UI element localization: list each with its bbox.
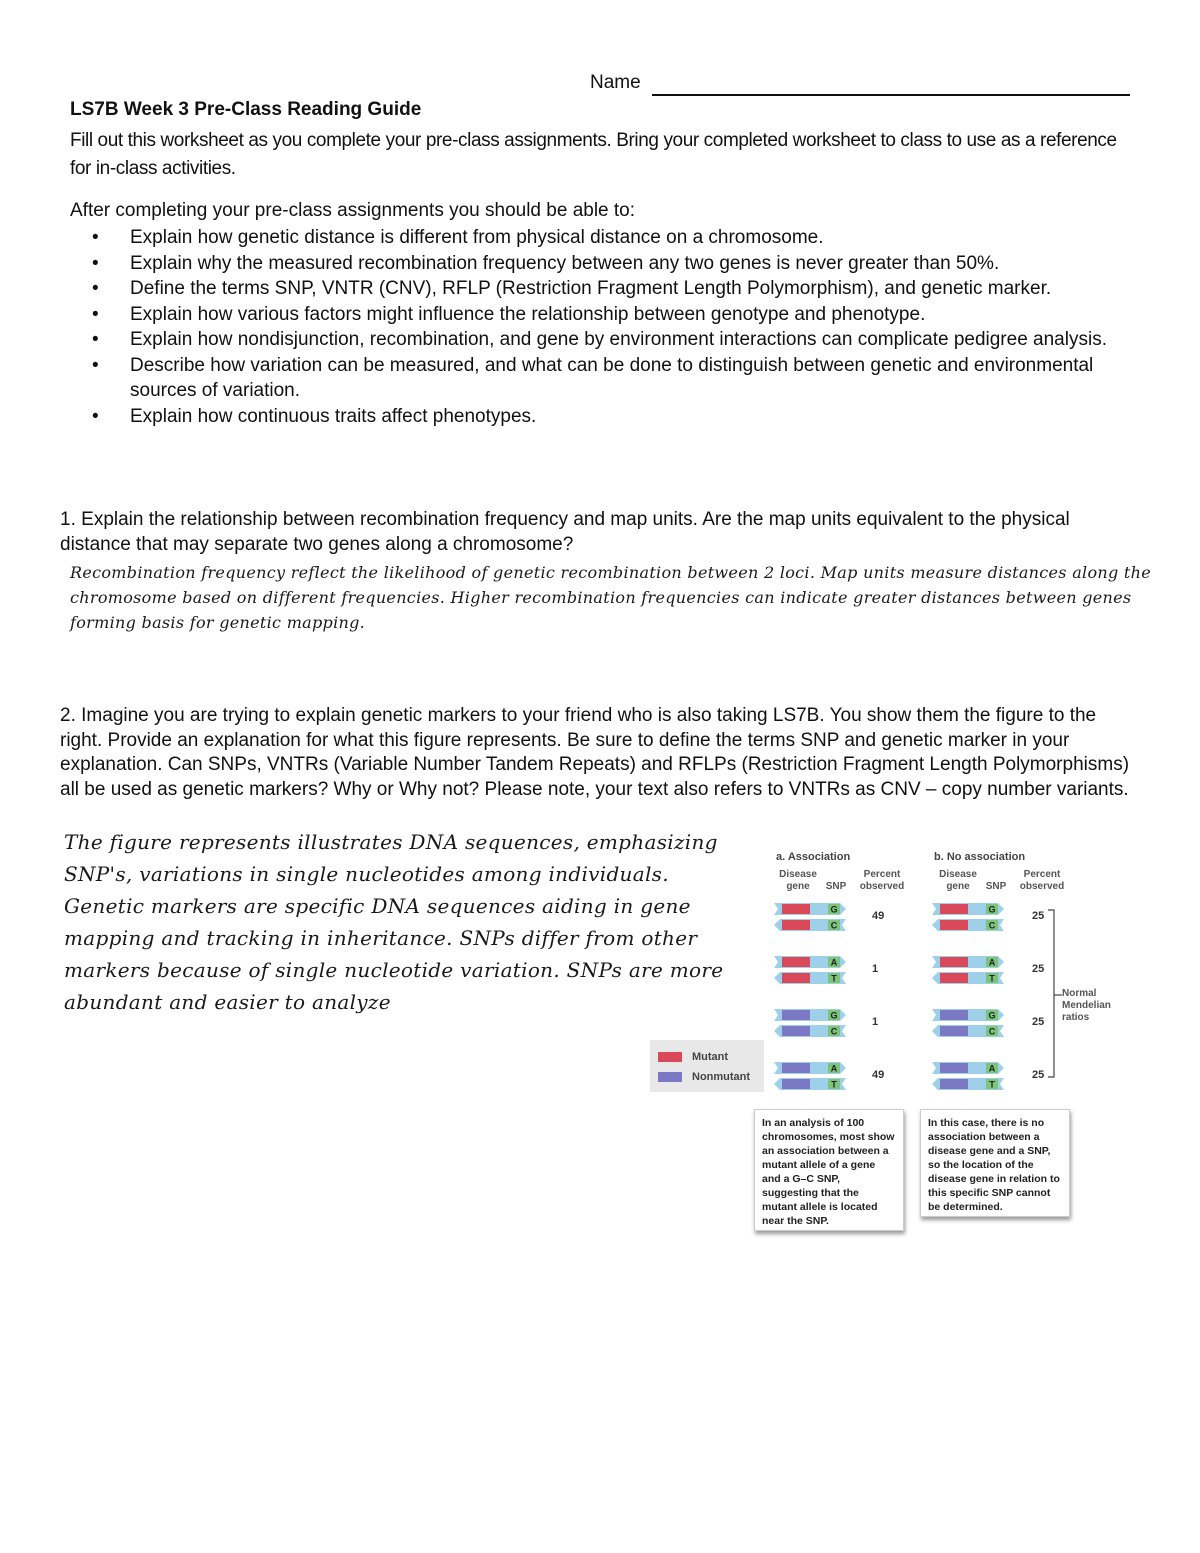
objective-item: • Describe how variation can be measured, and what can be done to distinguish between genetic and environmental sources of variation. bbox=[70, 353, 1145, 404]
panel-a-gene-header: Disease gene bbox=[779, 869, 817, 892]
panel-b-percent-header: Percent observed bbox=[1019, 869, 1065, 892]
intro-text: Fill out this worksheet as you complete your pre-class assignments. Bring your completed worksheet to class to use as a reference for in-class activities. bbox=[70, 130, 1117, 179]
snp-top-base: G bbox=[830, 904, 838, 915]
objective-item: • Define the terms SNP, VNTR (CNV), RFLP (Restriction Fragment Length Polymorphism), and genetic marker. bbox=[70, 276, 1145, 302]
question-2 bbox=[60, 704, 1140, 802]
snp-bottom-base: C bbox=[830, 1026, 838, 1037]
panel-b-caption: In this case, there is no association between a disease gene and a SNP, so the location of the disease gene in relation to this specific SNP cannot be determined. bbox=[920, 1109, 1070, 1217]
snp-top-base: G bbox=[988, 904, 996, 915]
snp-top-base: A bbox=[830, 1063, 838, 1074]
panel-b-percent-value: 25 bbox=[1032, 1016, 1045, 1028]
snp-association-figure bbox=[650, 845, 1111, 1235]
snp-bottom-base: T bbox=[989, 973, 995, 984]
question-1-text: Explain the relationship between recombination frequency and map units. Are the map units equivalent to the physical distance that may separate two genes along a chromosome? bbox=[60, 509, 1070, 555]
panel-a-dna-pair bbox=[774, 1006, 854, 1040]
panel-a-caption: In an analysis of 100 chromosomes, most show an association between a mutant allele of a gene and a G–C SNP, suggesting that the mutant allele is located near the SNP. bbox=[754, 1109, 904, 1231]
panel-b-dna-pair bbox=[932, 953, 1012, 987]
answer-1[interactable]: Recombination frequency reflect the likelihood of genetic recombination between 2 loci. Map units measure distances along the chromosome based on different frequencies. Higher recombination frequencies can indicate greater distances between genes forming basis for genetic mapping. bbox=[70, 563, 1152, 632]
legend-nonmutant-label: Nonmutant bbox=[692, 1070, 751, 1083]
panel-a-snp-header: SNP bbox=[825, 881, 847, 892]
mutant-swatch bbox=[658, 1052, 682, 1062]
panel-b-snp-header: SNP bbox=[985, 881, 1007, 892]
snp-top-base: G bbox=[830, 1010, 838, 1021]
name-label: Name bbox=[590, 72, 641, 93]
snp-bottom-base: T bbox=[989, 1079, 995, 1090]
snp-top-base: A bbox=[988, 957, 996, 968]
objective-item: • Explain how genetic distance is different from physical distance on a chromosome. bbox=[70, 225, 1145, 251]
panel-b-dna-pair bbox=[932, 900, 1012, 934]
panel-b-percent-value: 25 bbox=[1032, 1069, 1045, 1081]
panel-b-title: b. No association bbox=[934, 851, 1026, 863]
panel-a-percent-value: 1 bbox=[872, 1016, 879, 1028]
objectives-lead: After completing your pre-class assignments you should be able to: bbox=[70, 200, 636, 221]
panel-a-dna-pair bbox=[774, 1059, 854, 1093]
snp-bottom-base: C bbox=[988, 920, 996, 931]
snp-bottom-base: T bbox=[831, 1079, 837, 1090]
answer-2[interactable]: The figure represents illustrates DNA sequences, emphasizing SNP's, variations in single nucleotides among individuals. Genetic markers are specific DNA sequences aiding in gene mapping and tracking in inheritance. SNPs differ from other markers because of single nucleotide variation. SNPs are more abundant and easier to analyze bbox=[64, 830, 724, 1014]
objective-item: • Explain how continuous traits affect phenotypes. bbox=[70, 404, 1145, 430]
panel-a-title: a. Association bbox=[776, 851, 851, 863]
panel-a-dna-pair bbox=[774, 900, 854, 934]
snp-top-base: G bbox=[988, 1010, 996, 1021]
panel-b-percent-value: 25 bbox=[1032, 963, 1045, 975]
question-2-text: Imagine you are trying to explain genetic markers to your friend who is also taking LS7B. You show them the figure to the right. Provide an explanation for what this figure represents. Be sure to define the terms SNP and genetic marker in your explanation. Can SNPs, VNTRs (Variable Number Tandem Repeats) and RFLPs (Restriction Fragment Length Polymorphisms) all be used as genetic markers? Why or Why not? Please note, your text also refers to VNTRs as CNV – copy number variants. bbox=[60, 705, 1130, 800]
legend-mutant-label: Mutant bbox=[692, 1050, 729, 1063]
snp-bottom-base: C bbox=[830, 920, 838, 931]
question-1 bbox=[60, 508, 1140, 557]
panel-b-dna-pair bbox=[932, 1006, 1012, 1040]
snp-top-base: A bbox=[988, 1063, 996, 1074]
panel-a-percent-value: 49 bbox=[872, 1069, 885, 1081]
mendelian-ratios-label: Normal Mendelian ratios bbox=[1062, 988, 1111, 1023]
snp-bottom-base: T bbox=[831, 973, 837, 984]
objective-item: • Explain how nondisjunction, recombination, and gene by environment interactions can complicate pedigree analysis. bbox=[70, 327, 1145, 353]
question-1-number: 1. bbox=[60, 509, 76, 530]
panel-a-percent-value: 49 bbox=[872, 910, 885, 922]
nonmutant-swatch bbox=[658, 1072, 682, 1082]
snp-top-base: A bbox=[830, 957, 838, 968]
panel-a-percent-header: Percent observed bbox=[859, 869, 905, 892]
objective-item: • Explain how various factors might influence the relationship between genotype and phenotype. bbox=[70, 302, 1145, 328]
panel-a-dna-pair bbox=[774, 953, 854, 987]
panel-b-dna-pair bbox=[932, 1059, 1012, 1093]
question-2-number: 2. bbox=[60, 705, 76, 726]
snp-bottom-base: C bbox=[988, 1026, 996, 1037]
page-title: LS7B Week 3 Pre-Class Reading Guide bbox=[70, 99, 422, 120]
panel-b-percent-value: 25 bbox=[1032, 910, 1045, 922]
objective-item: • Explain why the measured recombination frequency between any two genes is never greater than 50%. bbox=[70, 251, 1145, 277]
objectives-list bbox=[70, 225, 1145, 429]
figure-legend bbox=[650, 1040, 764, 1092]
legend-mutant bbox=[658, 1048, 728, 1066]
name-field[interactable] bbox=[652, 94, 1130, 96]
legend-nonmutant bbox=[658, 1068, 750, 1086]
panel-a-percent-value: 1 bbox=[872, 963, 879, 975]
panel-b-gene-header: Disease gene bbox=[939, 869, 977, 892]
